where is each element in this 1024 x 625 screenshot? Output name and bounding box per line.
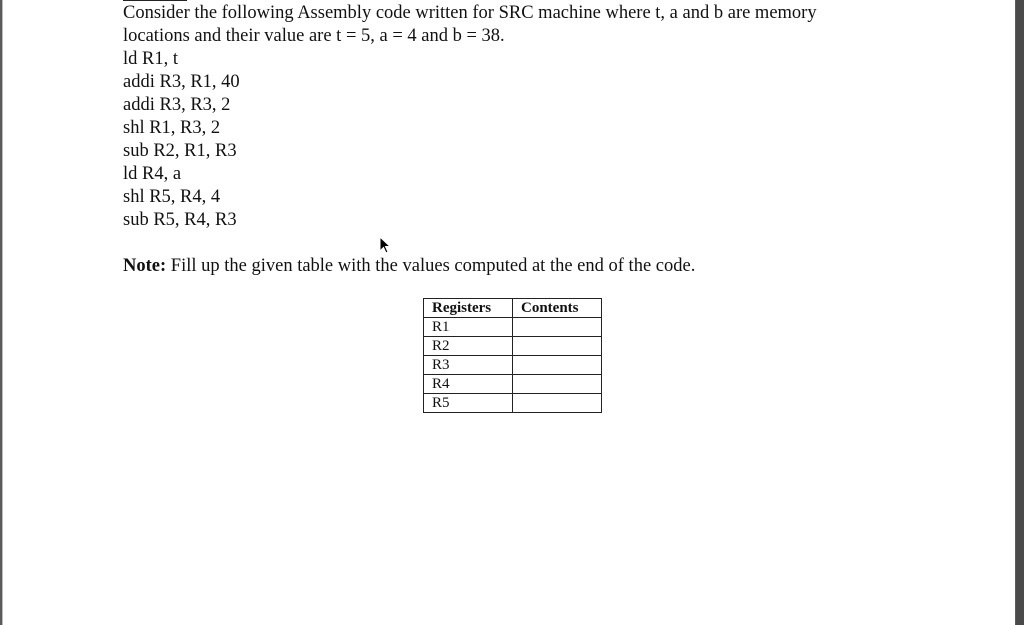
table-row (424, 375, 602, 394)
contents-cell[interactable] (513, 394, 602, 413)
code-line: addi R3, R1, 40 (123, 72, 240, 92)
register-cell: R5 (424, 394, 513, 413)
question-line-2: locations and their value are t = 5, a = 4 and b = 38. (123, 26, 505, 46)
table-row (424, 318, 602, 337)
code-line: shl R5, R4, 4 (123, 187, 221, 207)
table-row (424, 394, 602, 413)
contents-cell[interactable] (513, 356, 602, 375)
question-text (123, 2, 903, 48)
mouse-pointer-icon (379, 236, 393, 256)
code-line: sub R2, R1, R3 (123, 141, 237, 161)
code-line: sub R5, R4, R3 (123, 210, 237, 230)
code-line: addi R3, R3, 2 (123, 95, 231, 115)
assembly-code (123, 48, 240, 232)
table-header-row (424, 299, 602, 318)
code-line: ld R1, t (123, 49, 178, 69)
contents-cell[interactable] (513, 337, 602, 356)
contents-cell[interactable] (513, 318, 602, 337)
note-label: Note: (123, 256, 167, 276)
header-registers: Registers (424, 299, 513, 318)
table-row (424, 356, 602, 375)
header-contents: Contents (513, 299, 602, 318)
question-line-1: Consider the following Assembly code written for SRC machine where t, a and b are memory (123, 3, 817, 23)
table-row (424, 337, 602, 356)
code-line: shl R1, R3, 2 (123, 118, 221, 138)
register-cell: R1 (424, 318, 513, 337)
register-table (423, 298, 602, 413)
note-text (123, 255, 695, 278)
top-rule (123, 0, 187, 1)
note-body: Fill up the given table with the values computed at the end of the code. (166, 256, 696, 276)
code-line: ld R4, a (123, 164, 182, 184)
window-edge (1016, 0, 1024, 625)
contents-cell[interactable] (513, 375, 602, 394)
register-cell: R3 (424, 356, 513, 375)
register-cell: R4 (424, 375, 513, 394)
document-page (2, 0, 1015, 625)
register-cell: R2 (424, 337, 513, 356)
